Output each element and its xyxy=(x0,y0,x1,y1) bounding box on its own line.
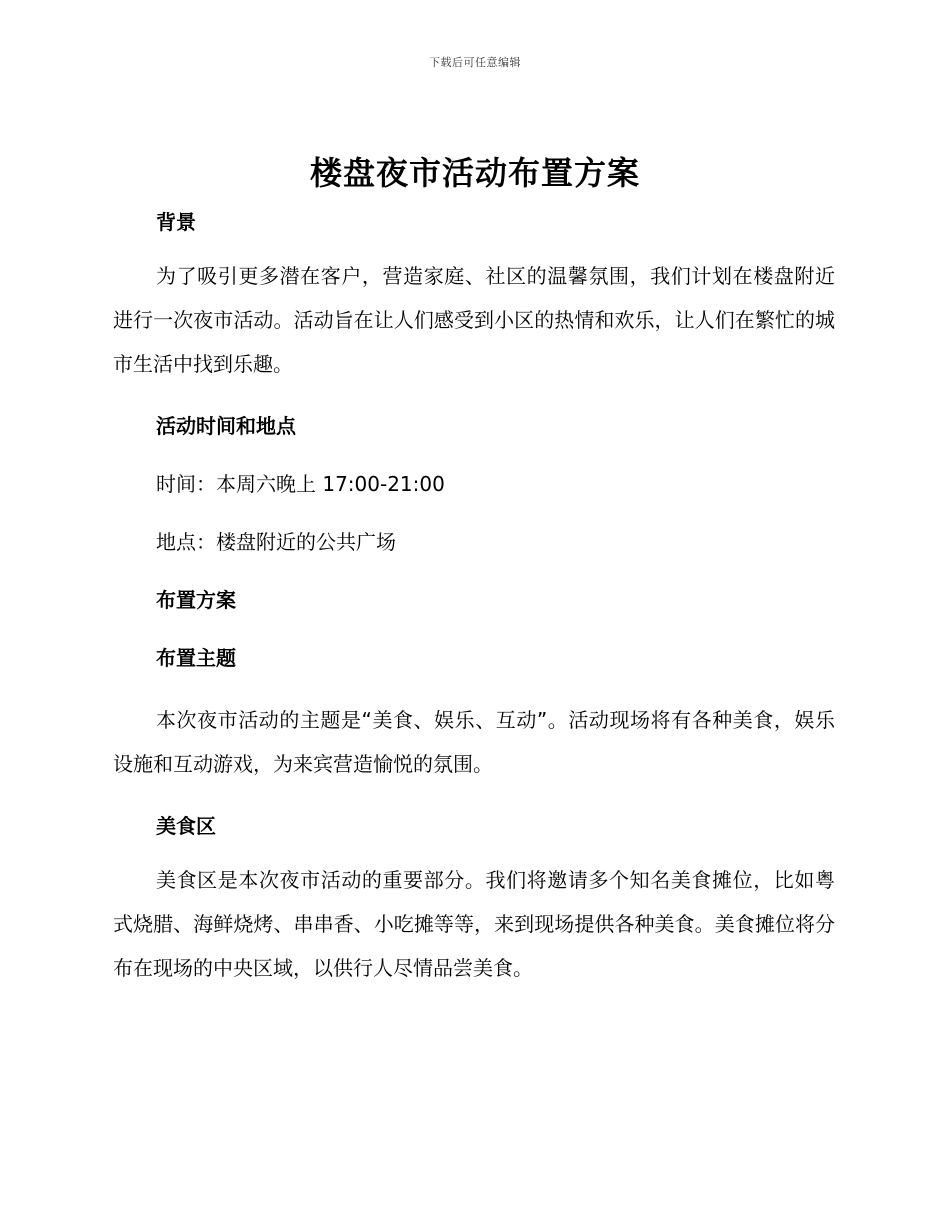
document-body xyxy=(113,204,835,990)
background-paragraph: 为了吸引更多潜在客户，营造家庭、社区的温馨氛围，我们计划在楼盘附近进行一次夜市活动。活动旨在让人们感受到小区的热情和欢乐，让人们在繁忙的城市生活中找到乐趣。 xyxy=(113,264,835,376)
section-heading-layout-plan: 布置方案 xyxy=(156,588,236,612)
section-heading-theme: 布置主题 xyxy=(156,646,236,670)
event-time: 时间：本周六晚上 17:00-21:00 xyxy=(156,472,445,496)
section-heading-time-place: 活动时间和地点 xyxy=(156,414,296,438)
page-title: 楼盘夜市活动布置方案 xyxy=(309,154,640,192)
header-note: 下载后可任意编辑 xyxy=(429,56,521,69)
food-zone-paragraph: 美食区是本次夜市活动的重要部分。我们将邀请多个知名美食摊位，比如粤式烧腊、海鲜烧烤、串串香、小吃摊等等，来到现场提供各种美食。美食摊位将分布在现场的中央区域，以供行人尽情品尝美食。 xyxy=(113,868,835,980)
section-heading-food-zone: 美食区 xyxy=(156,814,216,838)
theme-paragraph: 本次夜市活动的主题是“美食、娱乐、互动”。活动现场将有各种美食，娱乐设施和互动游戏，为来宾营造愉悦的氛围。 xyxy=(113,708,835,776)
event-place: 地点：楼盘附近的公共广场 xyxy=(156,530,396,554)
section-heading-background: 背景 xyxy=(156,210,196,234)
